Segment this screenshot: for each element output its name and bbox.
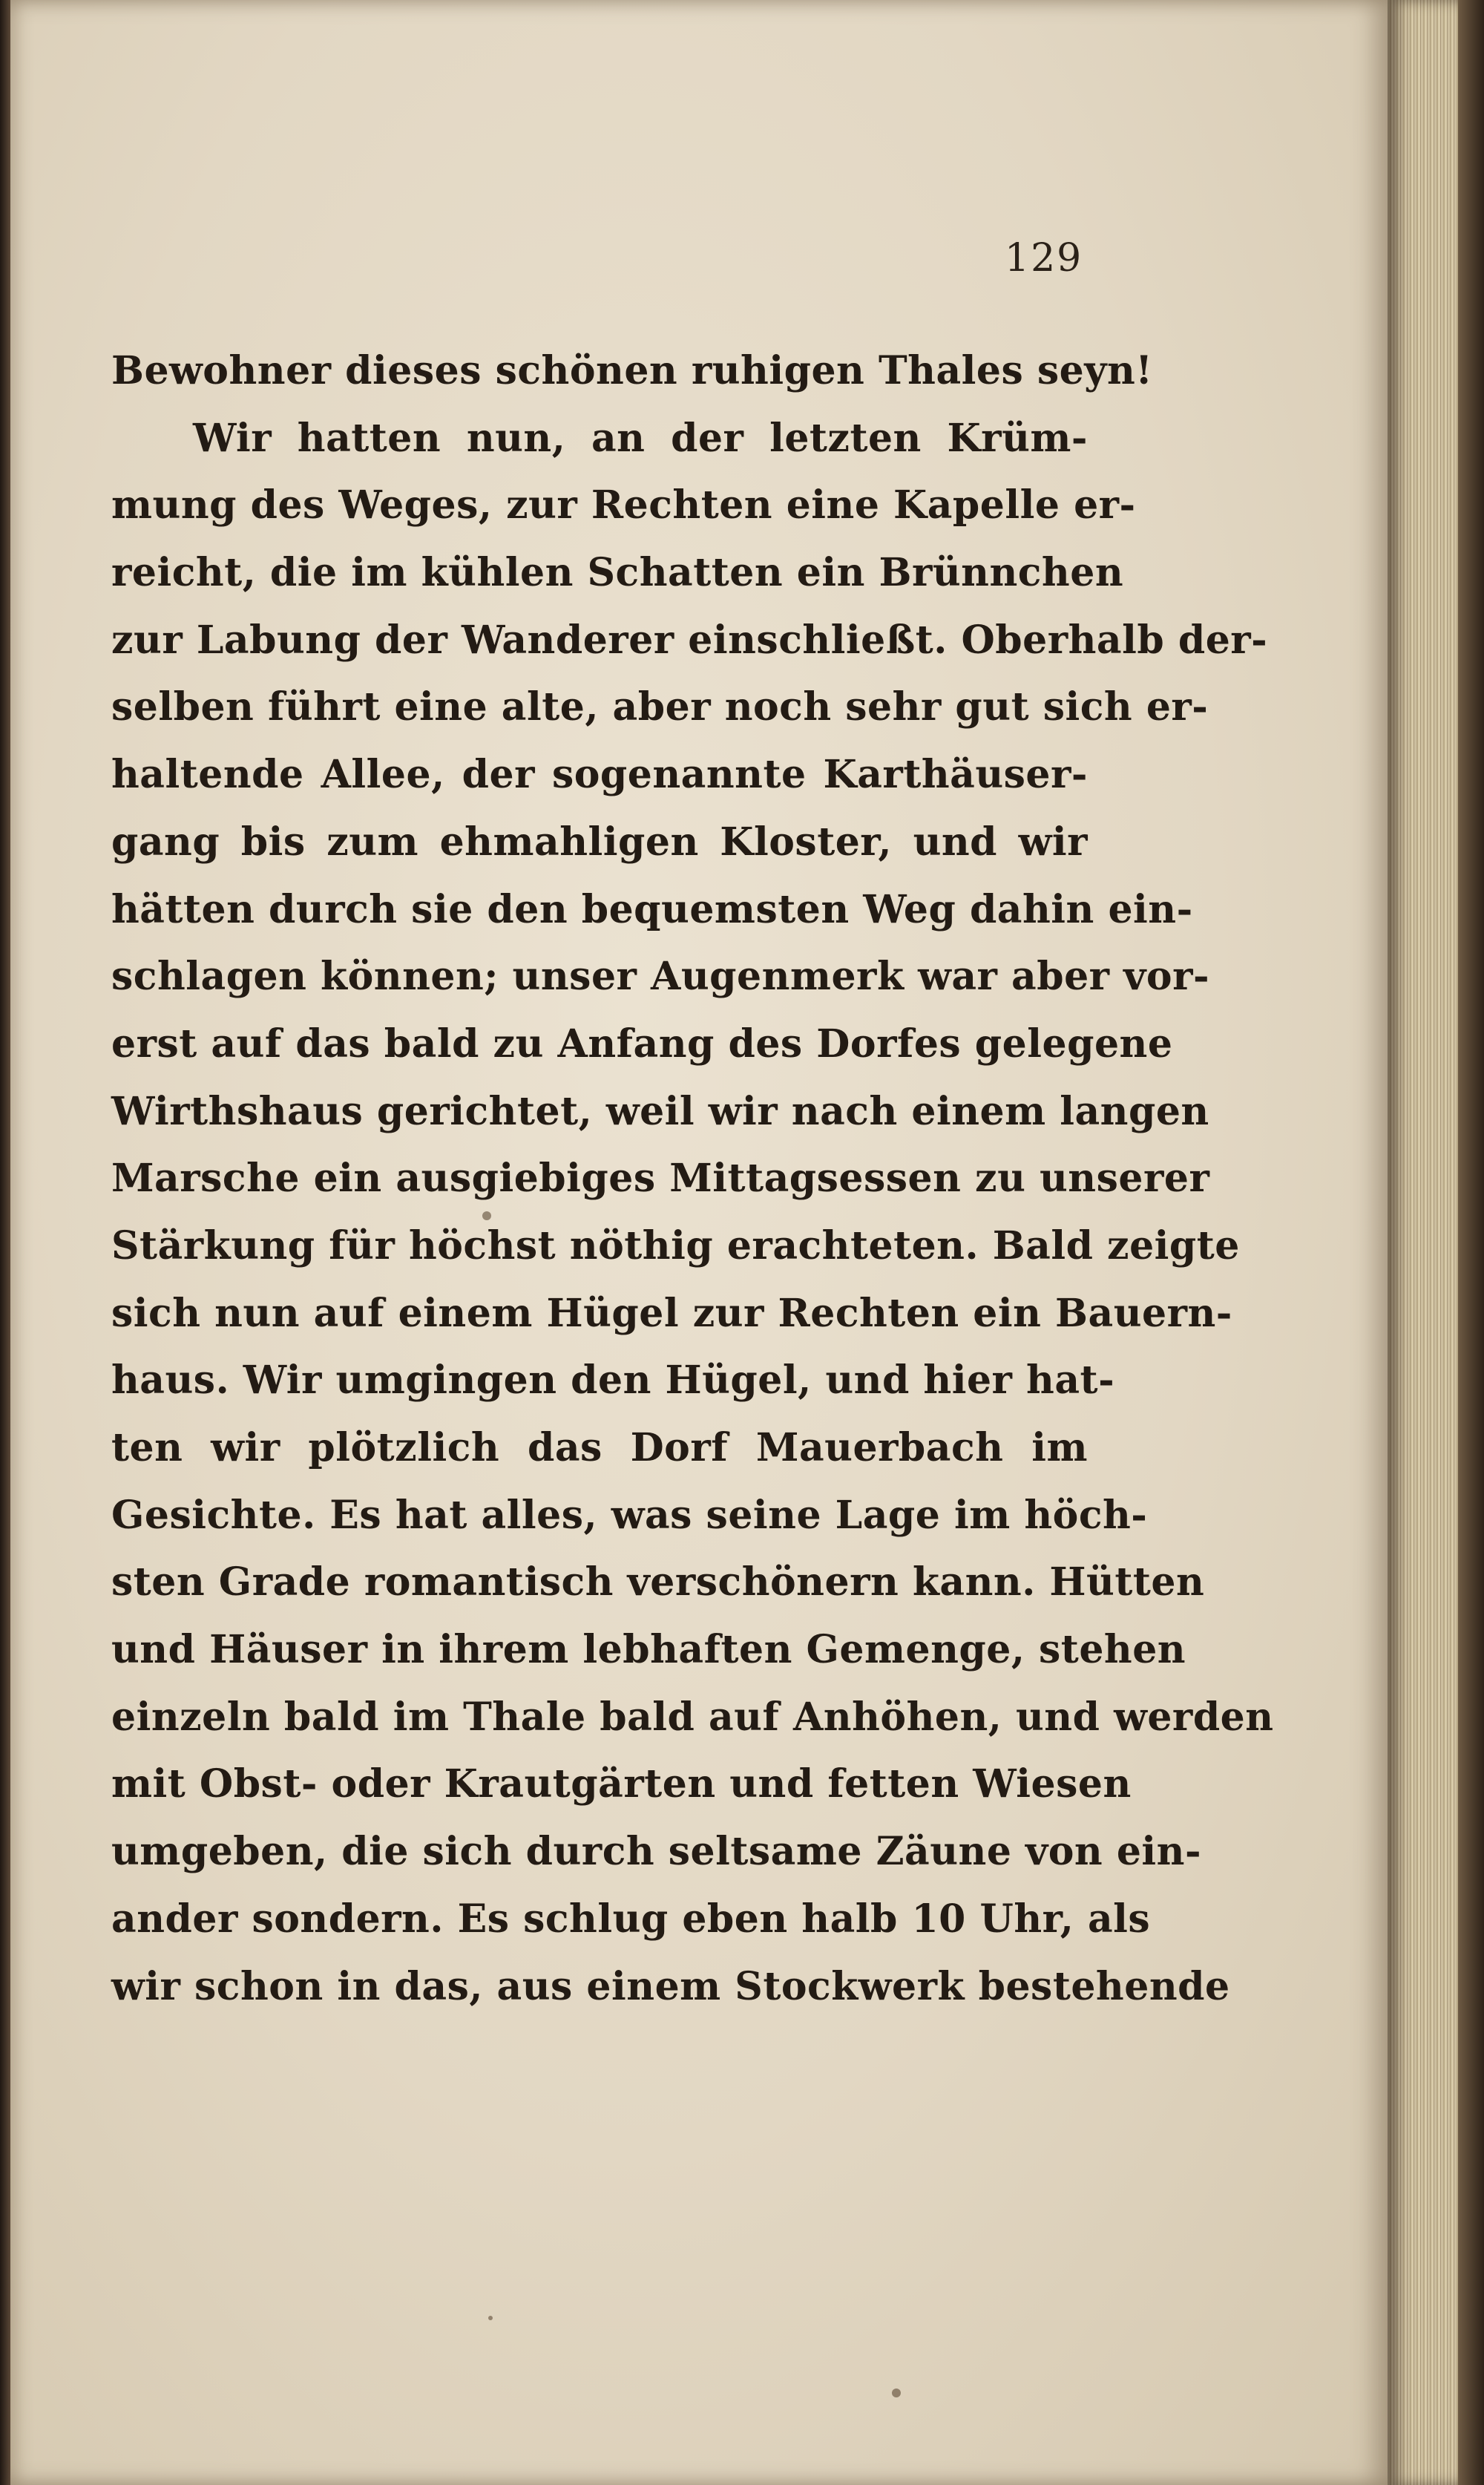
book-binding-edge — [0, 0, 10, 2485]
text-line: schlagen können; unser Augenmerk war aber vor- — [111, 954, 1210, 1000]
text-line: Gesichte. Es hat alles, was seine Lage im höch- — [111, 1492, 1148, 1538]
text-line: gang bis zum ehmahligen Kloster, und wir — [111, 819, 1088, 865]
text-line: umgeben, die sich durch seltsame Zäune von ein- — [111, 1829, 1202, 1875]
paper-stain — [488, 2316, 493, 2320]
text-line: haltende Allee, der sogenannte Karthäuser- — [111, 752, 1088, 798]
text-line: wir schon in das, aus einem Stockwerk bestehende — [111, 1963, 1230, 2009]
text-line: und Häuser in ihrem lebhaften Gemenge, stehen — [111, 1627, 1186, 1673]
text-line: hätten durch sie den bequemsten Weg dahin ein- — [111, 886, 1193, 932]
text-line: selben führt eine alte, aber noch sehr gut sich er- — [111, 684, 1209, 730]
paper-stain — [892, 2389, 901, 2397]
text-line: Marsche ein ausgiebiges Mittagsessen zu unserer — [111, 1156, 1210, 1202]
book-page — [10, 0, 1388, 2485]
text-line: ander sondern. Es schlug eben halb 10 Uhr, als — [111, 1896, 1151, 1942]
text-line: sten Grade romantisch verschönern kann. Hütten — [111, 1559, 1205, 1605]
text-line: Wirthshaus gerichtet, weil wir nach einem langen — [111, 1088, 1209, 1134]
text-line: reicht, die im kühlen Schatten ein Brünnchen — [111, 550, 1124, 596]
text-line: mung des Weges, zur Rechten eine Kapelle er- — [111, 482, 1136, 528]
page-text — [111, 338, 1274, 2020]
text-line: sich nun auf einem Hügel zur Rechten ein Bauern- — [111, 1290, 1232, 1336]
page-number: 129 — [1005, 236, 1083, 281]
text-line: Stärkung für höchst nöthig erachteten. Bald zeigte — [111, 1222, 1240, 1268]
text-line: Bewohner dieses schönen ruhigen Thales seyn! — [111, 348, 1153, 393]
text-line: Wir hatten nun, an der letzten Krüm- — [193, 415, 1088, 461]
text-line: erst auf das bald zu Anfang des Dorfes gelegene — [111, 1021, 1173, 1067]
text-line: zur Labung der Wanderer einschließt. Oberhalb der- — [111, 617, 1268, 663]
text-line: mit Obst- oder Krautgärten und fetten Wiesen — [111, 1761, 1132, 1807]
book-cover-edge — [1458, 0, 1484, 2485]
text-line: haus. Wir umgingen den Hügel, und hier hat- — [111, 1358, 1115, 1404]
text-line: ten wir plötzlich das Dorf Mauerbach im — [111, 1425, 1088, 1470]
text-line: einzeln bald im Thale bald auf Anhöhen, und werden — [111, 1694, 1274, 1740]
